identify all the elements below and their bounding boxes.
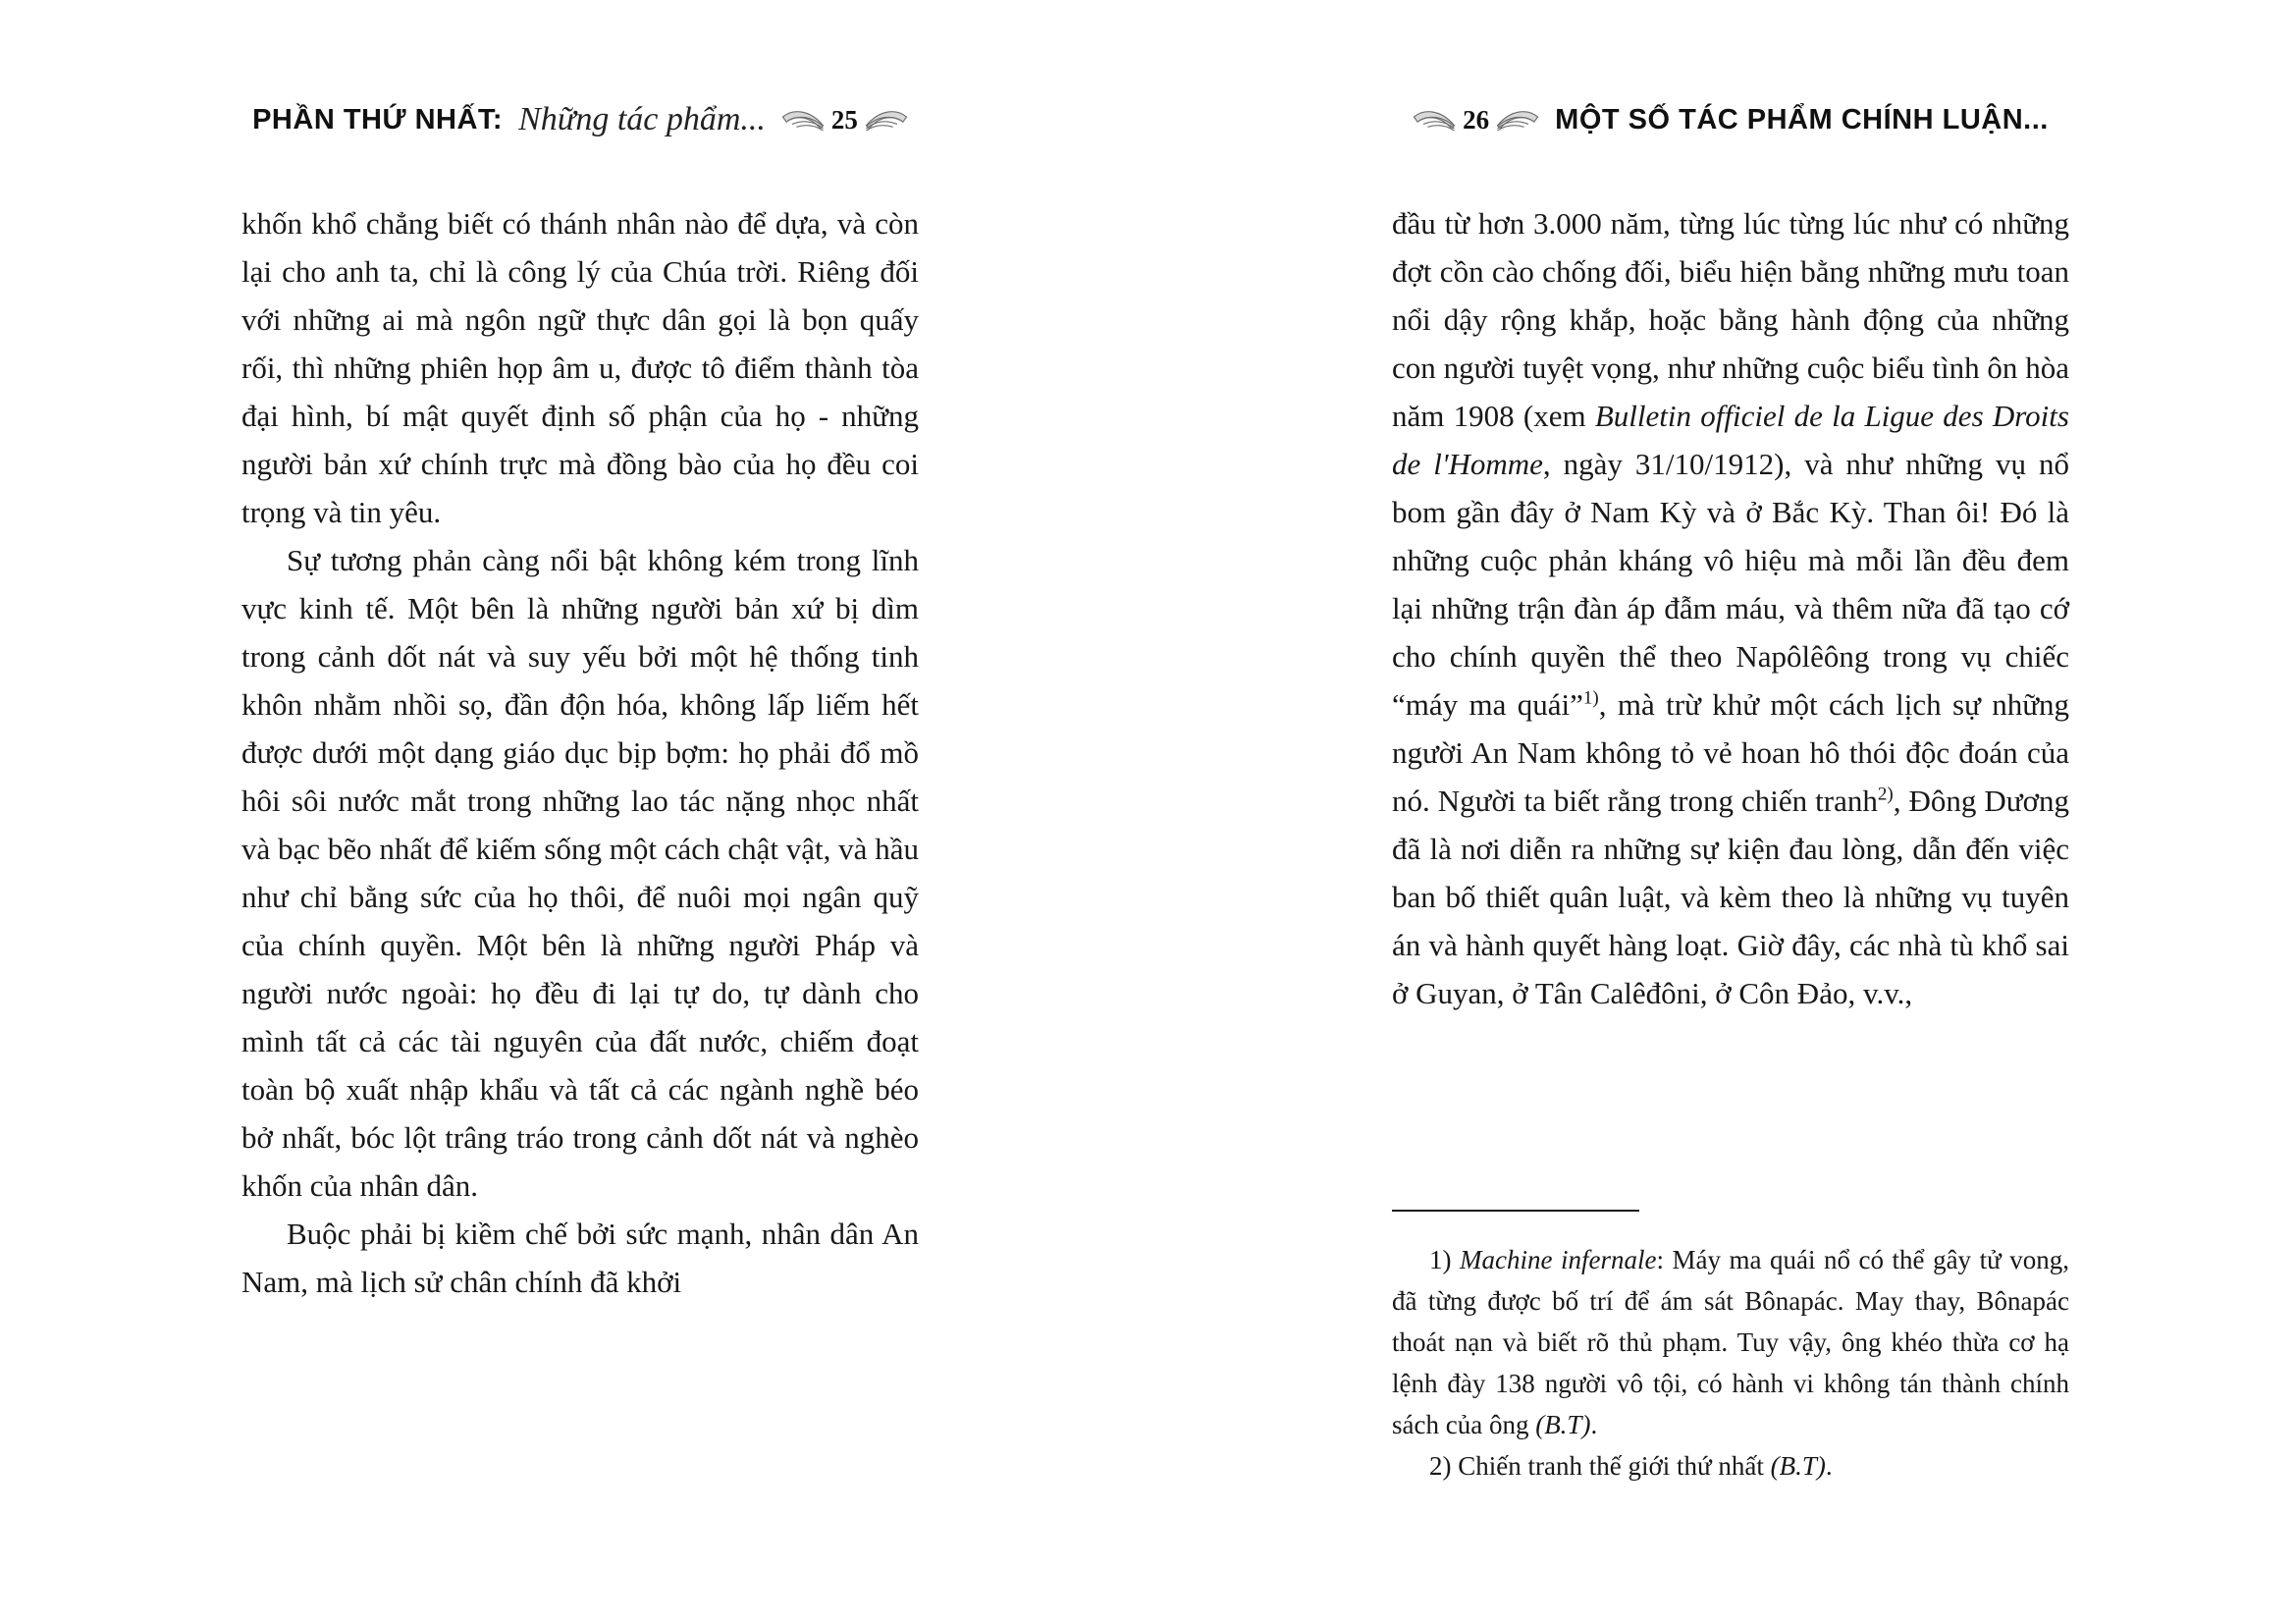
footnote: 1) Machine infernale: Máy ma quái nổ có thể gây tử vong, đã từng được bố trí để ám sát Bônapác. May thay, Bônapác thoát nạn và biết rõ thủ phạm. Tuy vậy, ông khéo thừa cơ hạ lệnh đày 138 người vô tội, có hành vi không tán thành chính sách của ông (B.T).	[1392, 1245, 2069, 1439]
right-page-body	[1392, 199, 2069, 1017]
book-wing-left-icon	[1413, 104, 1456, 135]
footnote: 2) Chiến tranh thế giới thứ nhất (B.T).	[1429, 1451, 1833, 1481]
section-title: MỘT SỐ TÁC PHẨM CHÍNH LUẬN...	[1555, 103, 2049, 135]
right-page-header	[1392, 94, 2069, 145]
book-wing-right-icon	[1496, 104, 1539, 135]
section-title: PHẦN THỨ NHẤT:	[252, 103, 504, 135]
book-wing-left-icon	[781, 104, 825, 135]
paragraph: đầu từ hơn 3.000 năm, từng lúc từng lúc như có những đợt cồn cào chống đối, biểu hiện bằng những mưu toan nổi dậy rộng khắp, hoặc bằng hành động của những con người tuyệt vọng, như những cuộc biểu tình ôn hòa năm 1908 (xem Bulletin officiel de la Ligue des Droits de l'Homme, ngày 31/10/1912), và như những vụ nổ bom gần đây ở Nam Kỳ và ở Bắc Kỳ. Than ôi! Đó là những cuộc phản kháng vô hiệu mà mỗi lần đều đem lại những trận đàn áp đẫm máu, và thêm nữa đã tạo cớ cho chính quyền thể theo Napôlêông trong vụ chiếc “máy ma quái”$^{1)}$, mà trừ khử một cách lịch sự những người An Nam không tỏ vẻ hoan hô thói độc đoán của nó. Người ta biết rằng trong chiến tranh$^{2)}$, Đông Dương đã là nơi diễn ra những sự kiện đau lòng, dẫn đến việc ban bố thiết quân luật, và kèm theo là những vụ tuyên án và hành quyết hàng loạt. Giờ đây, các nhà tù khổ sai ở Guyan, ở Tân Calêđôni, ở Côn Đảo, v.v.,	[1392, 206, 2069, 1010]
page-number: 26	[1463, 104, 1490, 135]
right-page	[1392, 0, 2069, 1624]
left-page-body	[241, 199, 919, 1306]
page-number-ornament	[781, 104, 908, 135]
footnote-divider	[1392, 1210, 1639, 1212]
book-wing-right-icon	[865, 104, 908, 135]
paragraph: Sự tương phản càng nổi bật không kém trong lĩnh vực kinh tế. Một bên là những người bản xứ bị dìm trong cảnh dốt nát và suy yếu bởi một hệ thống tinh khôn nhằm nhồi sọ, đần độn hóa, không lấp liếm hết được dưới một dạng giáo dục bịp bợm: họ phải đổ mồ hôi sôi nước mắt trong những lao tác nặng nhọc nhất và bạc bẽo nhất để kiếm sống một cách chật vật, và hầu như chỉ bằng sức của họ thôi, để nuôi mọi ngân quỹ của chính quyền. Một bên là những người Pháp và người nước ngoài: họ đều đi lại tự do, tự dành cho mình tất cả các tài nguyên của đất nước, chiếm đoạt toàn bộ xuất nhập khẩu và tất cả các ngành nghề béo bở nhất, bóc lột trâng tráo trong cảnh dốt nát và nghèo khốn của nhân dân.	[241, 543, 919, 1203]
paragraph: khốn khổ chẳng biết có thánh nhân nào để dựa, và còn lại cho anh ta, chỉ là công lý của Chúa trời. Riêng đối với những ai mà ngôn ngữ thực dân gọi là bọn quấy rối, thì những phiên họp âm u, được tô điểm thành tòa đại hình, bí mật quyết định số phận của họ - những người bản xứ chính trực mà đồng bào của họ đều coi trọng và tin yêu.	[241, 206, 919, 529]
section-subtitle: Những tác phẩm...	[518, 101, 766, 137]
paragraph: Buộc phải bị kiềm chế bởi sức mạnh, nhân dân An Nam, mà lịch sử chân chính đã khởi	[241, 1217, 919, 1299]
left-page	[241, 0, 919, 1624]
footnotes	[1392, 1239, 2069, 1487]
left-page-header	[241, 94, 919, 145]
page-number-ornament	[1413, 104, 1539, 135]
page-number: 25	[830, 104, 858, 135]
